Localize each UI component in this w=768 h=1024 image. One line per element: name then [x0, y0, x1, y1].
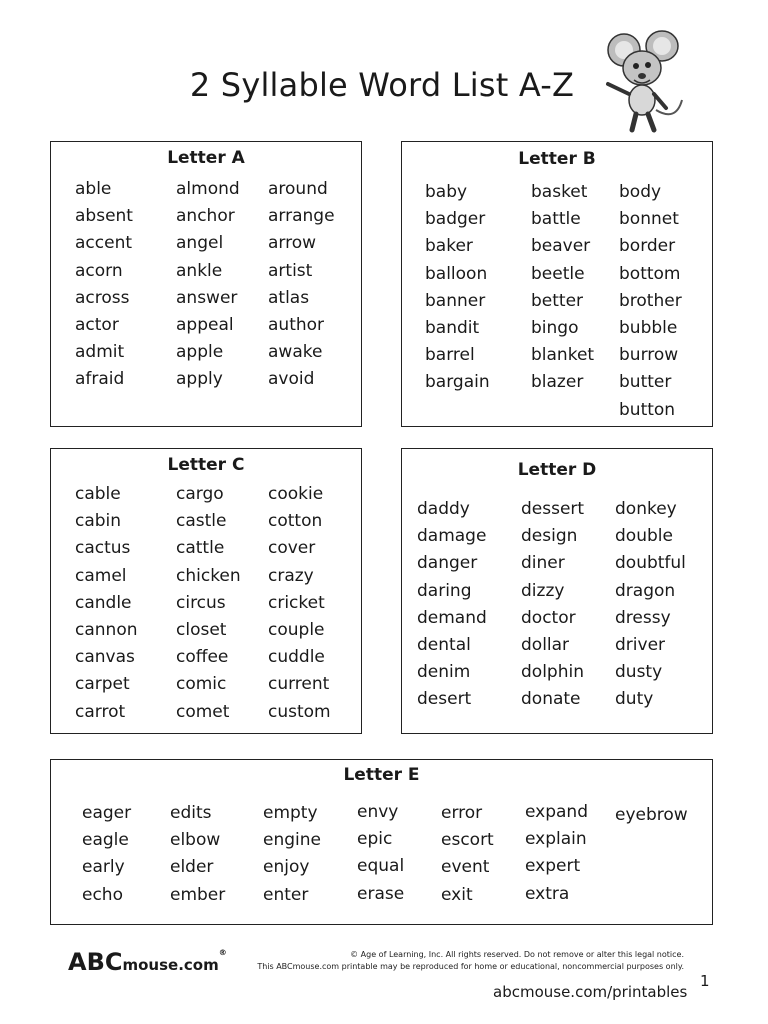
- letter-c-column-3: [268, 481, 331, 726]
- word: driver: [615, 634, 666, 655]
- word: cuddle: [268, 647, 325, 668]
- word: edits: [170, 803, 212, 823]
- letter-a-box: [50, 141, 362, 427]
- word: artist: [268, 260, 313, 281]
- word: almond: [176, 179, 240, 199]
- word: cargo: [176, 484, 224, 504]
- word: across: [75, 287, 130, 308]
- word: appeal: [176, 314, 234, 335]
- word: cabin: [75, 511, 122, 532]
- word: beaver: [531, 236, 591, 257]
- word: border: [619, 236, 676, 257]
- letter-e-column-7: [615, 802, 688, 829]
- letter-b-box: [401, 141, 713, 427]
- letter-c-column-1: [75, 481, 138, 726]
- word: absent: [75, 206, 133, 227]
- letter-e-column-3: [263, 800, 321, 909]
- word: comet: [176, 701, 230, 722]
- word: badger: [425, 209, 486, 230]
- word: demand: [417, 607, 487, 628]
- word: blanket: [531, 345, 595, 366]
- letter-b-column-3: [619, 179, 682, 424]
- letter-a-column-1: [75, 176, 133, 394]
- word: apply: [176, 369, 223, 390]
- letter-e-column-1: [82, 800, 131, 909]
- word: custom: [268, 701, 331, 722]
- letter-b-column-2: [531, 179, 594, 397]
- word: burrow: [619, 345, 679, 366]
- word: body: [619, 182, 662, 202]
- word: bubble: [619, 317, 678, 338]
- word: elbow: [170, 830, 221, 851]
- word: expert: [525, 856, 581, 877]
- word: dusty: [615, 662, 663, 683]
- word: circus: [176, 592, 226, 613]
- word: carpet: [75, 674, 130, 695]
- website-link[interactable]: abcmouse.com/printables: [493, 983, 688, 1001]
- word: donkey: [615, 499, 677, 519]
- word: author: [268, 314, 325, 335]
- word: dental: [417, 634, 471, 655]
- word: canvas: [75, 647, 135, 668]
- word: crazy: [268, 565, 314, 586]
- word: actor: [75, 314, 119, 335]
- word: error: [441, 803, 483, 823]
- word: arrow: [268, 233, 317, 254]
- word: balloon: [425, 263, 488, 284]
- word: arrange: [268, 206, 335, 227]
- word: envy: [357, 802, 399, 822]
- word: epic: [357, 829, 393, 850]
- word: dressy: [615, 607, 671, 628]
- letter-c-title: Letter C: [167, 455, 245, 475]
- legal-notice: [257, 949, 684, 973]
- word: dizzy: [521, 580, 565, 601]
- word: donate: [521, 689, 581, 710]
- word: cotton: [268, 511, 323, 532]
- word: coffee: [176, 647, 229, 668]
- logo-big-text: ABC: [68, 948, 123, 976]
- word: acorn: [75, 260, 123, 281]
- word: expand: [525, 802, 588, 822]
- word: cricket: [268, 592, 325, 613]
- word: doubtful: [615, 553, 686, 574]
- word: current: [268, 674, 330, 695]
- word: candle: [75, 592, 132, 613]
- word: exit: [441, 884, 473, 905]
- word: comic: [176, 674, 227, 695]
- page-title: 2 Syllable Word List A-Z: [189, 66, 575, 104]
- word: brother: [619, 290, 682, 311]
- letter-d-box: [401, 448, 713, 734]
- letter-a-column-3: [268, 176, 335, 394]
- word: event: [441, 857, 490, 878]
- word: bargain: [425, 372, 490, 393]
- word: baker: [425, 236, 473, 257]
- letter-e-column-4: [357, 799, 404, 908]
- word: blazer: [531, 372, 584, 393]
- word: early: [82, 857, 125, 878]
- letter-c-column-2: [176, 481, 241, 726]
- word: desert: [417, 689, 472, 710]
- word: dolphin: [521, 662, 584, 683]
- word: answer: [176, 287, 238, 308]
- word: baby: [425, 182, 468, 202]
- letter-e-column-2: [170, 800, 225, 909]
- word: design: [521, 526, 578, 547]
- word: bingo: [531, 317, 579, 338]
- word: avoid: [268, 369, 315, 390]
- word: echo: [82, 884, 123, 905]
- logo-registered-mark: ®: [218, 948, 227, 957]
- word: eagle: [82, 830, 129, 851]
- word: daring: [417, 580, 472, 601]
- word: eyebrow: [615, 805, 688, 825]
- word: chicken: [176, 565, 241, 586]
- abcmouse-logo: [68, 948, 227, 976]
- word: around: [268, 179, 328, 199]
- word: bonnet: [619, 209, 679, 230]
- word: erase: [357, 883, 405, 904]
- word: cactus: [75, 538, 131, 559]
- word: extra: [525, 883, 570, 904]
- word: butter: [619, 372, 672, 393]
- word: basket: [531, 182, 588, 202]
- word: battle: [531, 209, 581, 230]
- word: cattle: [176, 538, 225, 559]
- word: carrot: [75, 701, 126, 722]
- word: daddy: [417, 499, 470, 519]
- legal-line-1: © Age of Learning, Inc. All rights reserved. Do not remove or alter this legal notice.: [350, 950, 684, 959]
- word: enter: [263, 884, 309, 905]
- word: elder: [170, 857, 214, 878]
- page-number: 1: [700, 972, 710, 990]
- word: accent: [75, 233, 133, 254]
- word: equal: [357, 856, 405, 877]
- word: escort: [441, 830, 494, 851]
- word: bandit: [425, 317, 480, 338]
- word: dessert: [521, 499, 585, 519]
- letter-a-column-2: [176, 176, 240, 394]
- letter-a-title: Letter A: [167, 148, 245, 168]
- word: awake: [268, 342, 323, 363]
- word: barrel: [425, 345, 475, 366]
- word: better: [531, 290, 584, 311]
- word: couple: [268, 619, 325, 640]
- word: ankle: [176, 260, 223, 281]
- word: eager: [82, 803, 132, 823]
- word: empty: [263, 803, 318, 823]
- legal-line-2: This ABCmouse.com printable may be reproduced for home or educational, noncommercial purposes only.: [257, 962, 684, 971]
- word: diner: [521, 553, 565, 574]
- letter-d-column-3: [615, 496, 686, 714]
- letter-e-column-5: [441, 800, 494, 909]
- word: damage: [417, 526, 487, 547]
- logo-small-text: mouse.com: [122, 956, 219, 974]
- word: ember: [170, 884, 226, 905]
- letter-e-column-6: [525, 799, 588, 908]
- word: doctor: [521, 607, 576, 628]
- letter-e-box: [50, 759, 713, 925]
- letter-b-column-1: [425, 179, 490, 397]
- word: cannon: [75, 619, 138, 640]
- word: camel: [75, 565, 127, 586]
- letter-d-column-2: [521, 496, 584, 714]
- word: cable: [75, 484, 121, 504]
- word: angel: [176, 233, 224, 254]
- letter-e-title: Letter E: [343, 765, 420, 785]
- letter-b-title: Letter B: [518, 149, 596, 169]
- word: banner: [425, 290, 486, 311]
- word: button: [619, 399, 676, 420]
- word: beetle: [531, 263, 585, 284]
- word: duty: [615, 689, 654, 710]
- word: dragon: [615, 580, 676, 601]
- mouse-mascot-icon: [596, 30, 688, 136]
- word: engine: [263, 830, 321, 851]
- word: atlas: [268, 287, 310, 308]
- word: bottom: [619, 263, 681, 284]
- word: denim: [417, 662, 471, 683]
- word: cookie: [268, 484, 324, 504]
- letter-c-box: [50, 448, 362, 734]
- word: apple: [176, 342, 224, 363]
- word: anchor: [176, 206, 235, 227]
- word: closet: [176, 619, 227, 640]
- word: explain: [525, 829, 587, 850]
- word: cover: [268, 538, 316, 559]
- word: danger: [417, 553, 478, 574]
- word: afraid: [75, 369, 125, 390]
- word: able: [75, 179, 112, 199]
- letter-d-title: Letter D: [517, 460, 597, 480]
- word: admit: [75, 342, 125, 363]
- word: enjoy: [263, 857, 310, 878]
- letter-d-column-1: [417, 496, 487, 714]
- word: castle: [176, 511, 227, 532]
- word: dollar: [521, 634, 570, 655]
- word: double: [615, 526, 673, 547]
